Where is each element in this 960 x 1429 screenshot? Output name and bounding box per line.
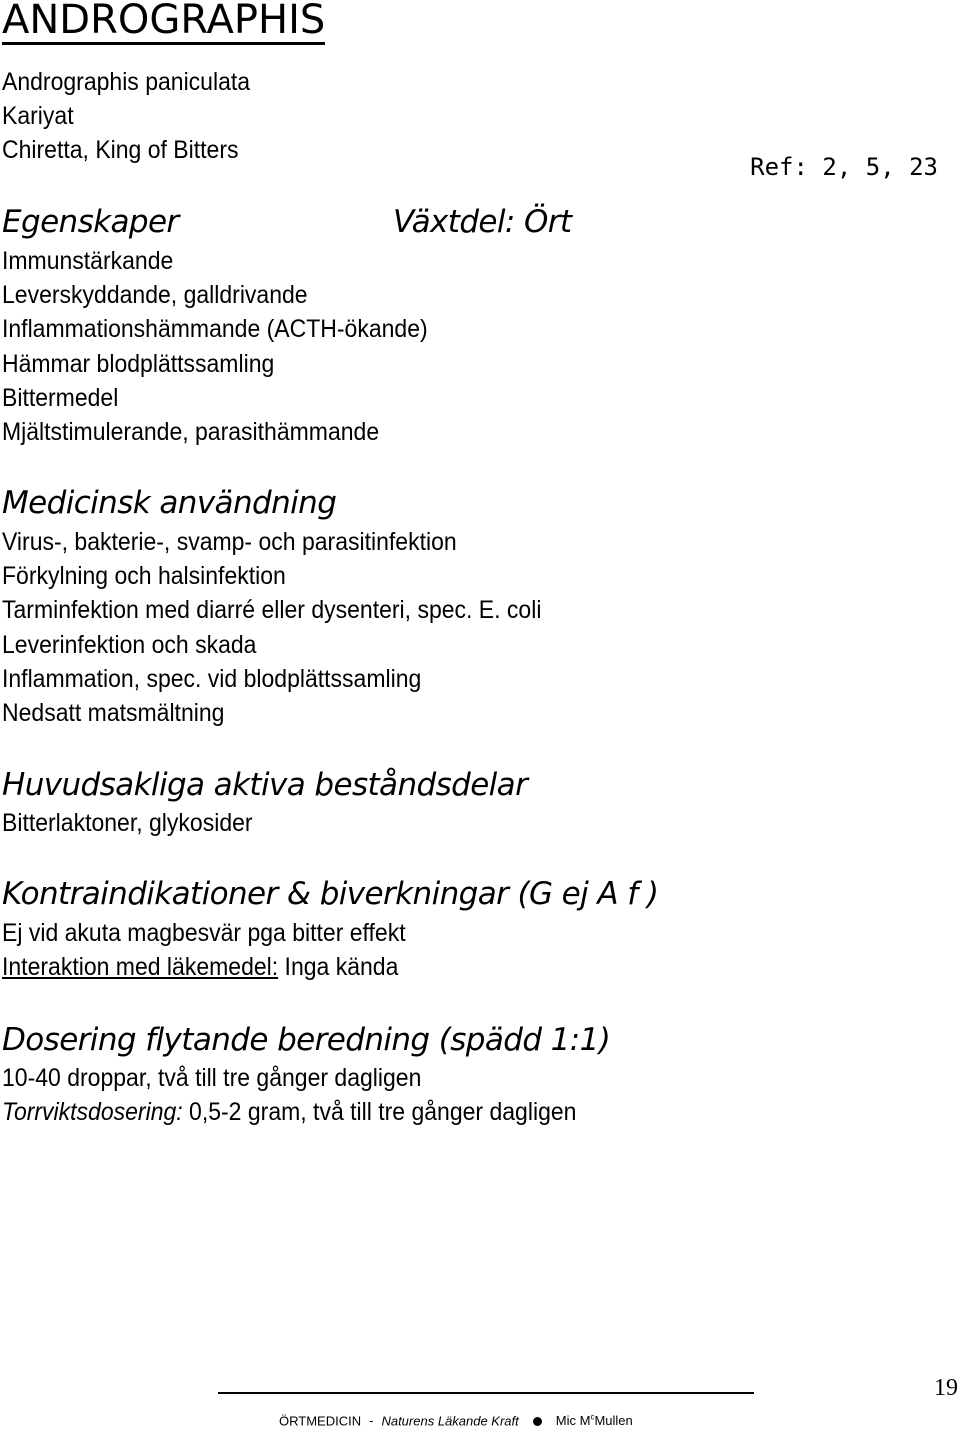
dosering-heading: Dosering flytande beredning (spädd 1:1) (2, 1022, 611, 1058)
latin-name: Andrographis paniculata (2, 68, 251, 96)
footer (279, 1410, 633, 1429)
list-item: Virus-, bakterie-, svamp- och parasitinfektion (2, 528, 457, 556)
page-number: 19 (934, 1375, 958, 1401)
footer-dash: - (369, 1413, 374, 1429)
dry-weight-line (2, 1095, 576, 1129)
list-item: Nedsatt matsmältning (2, 699, 225, 728)
aktiva-heading: Huvudsakliga aktiva beståndsdelar (2, 767, 528, 803)
aktiva-list (2, 806, 253, 840)
medicinsk-heading: Medicinsk användning (2, 485, 337, 521)
kontra-list (2, 916, 406, 984)
footer-author: Mic $M^cMullen$ (555, 1413, 633, 1429)
egenskaper-list (2, 244, 428, 449)
list-item: Inflammationshämmande (ACTH-ökande) (2, 315, 428, 344)
footer-book-title: ÖRTMEDICIN (279, 1413, 362, 1429)
page-title: ANDROGRAPHIS (2, 0, 326, 43)
list-item: Hämmar blodplättssamling (2, 349, 275, 378)
interaction-line (2, 950, 406, 984)
interaction-label: Interaktion med läkemedel: (2, 953, 279, 982)
egenskaper-heading: Egenskaper (2, 204, 179, 240)
reference: Ref: 2, 5, 23 (750, 153, 938, 181)
common-name: Kariyat (2, 102, 74, 131)
list-item: Bitterlaktoner, glykosider (2, 809, 253, 837)
list-item: Ej vid akuta magbesvär pga bitter effekt (2, 919, 406, 947)
bullet-icon (533, 1417, 542, 1426)
list-item: Immunstärkande (2, 247, 174, 275)
dry-weight-value: 0,5-2 gram, två till tre gånger dagligen (182, 1098, 577, 1127)
kontra-heading: Kontraindikationer & biverkningar (G ej A f ) (2, 876, 659, 912)
footer-rule (218, 1392, 754, 1394)
list-item: Inflammation, spec. vid blodplättssamling (2, 664, 422, 693)
dry-weight-label: Torrviktsdosering: (2, 1098, 183, 1127)
list-item: Bittermedel (2, 383, 119, 412)
list-item: Mjältstimulerande, parasithämmande (2, 418, 380, 447)
dosering-list (2, 1061, 576, 1129)
list-item: 10-40 droppar, två till tre gånger dagligen (2, 1064, 422, 1092)
plant-part-heading: Växtdel: Ört (393, 204, 572, 240)
plant-names (2, 65, 250, 168)
list-item: Leverskyddande, galldrivande (2, 281, 308, 310)
list-item: Tarminfektion med diarré eller dysenteri, spec. E. coli (2, 596, 542, 625)
list-item: Förkylning och halsinfektion (2, 562, 286, 591)
medicinsk-list (2, 525, 541, 730)
english-name: Chiretta, King of Bitters (2, 136, 239, 165)
interaction-value: Inga kända (278, 953, 399, 982)
footer-subtitle: Naturens Läkande Kraft (381, 1413, 519, 1429)
list-item: Leverinfektion och skada (2, 630, 257, 659)
